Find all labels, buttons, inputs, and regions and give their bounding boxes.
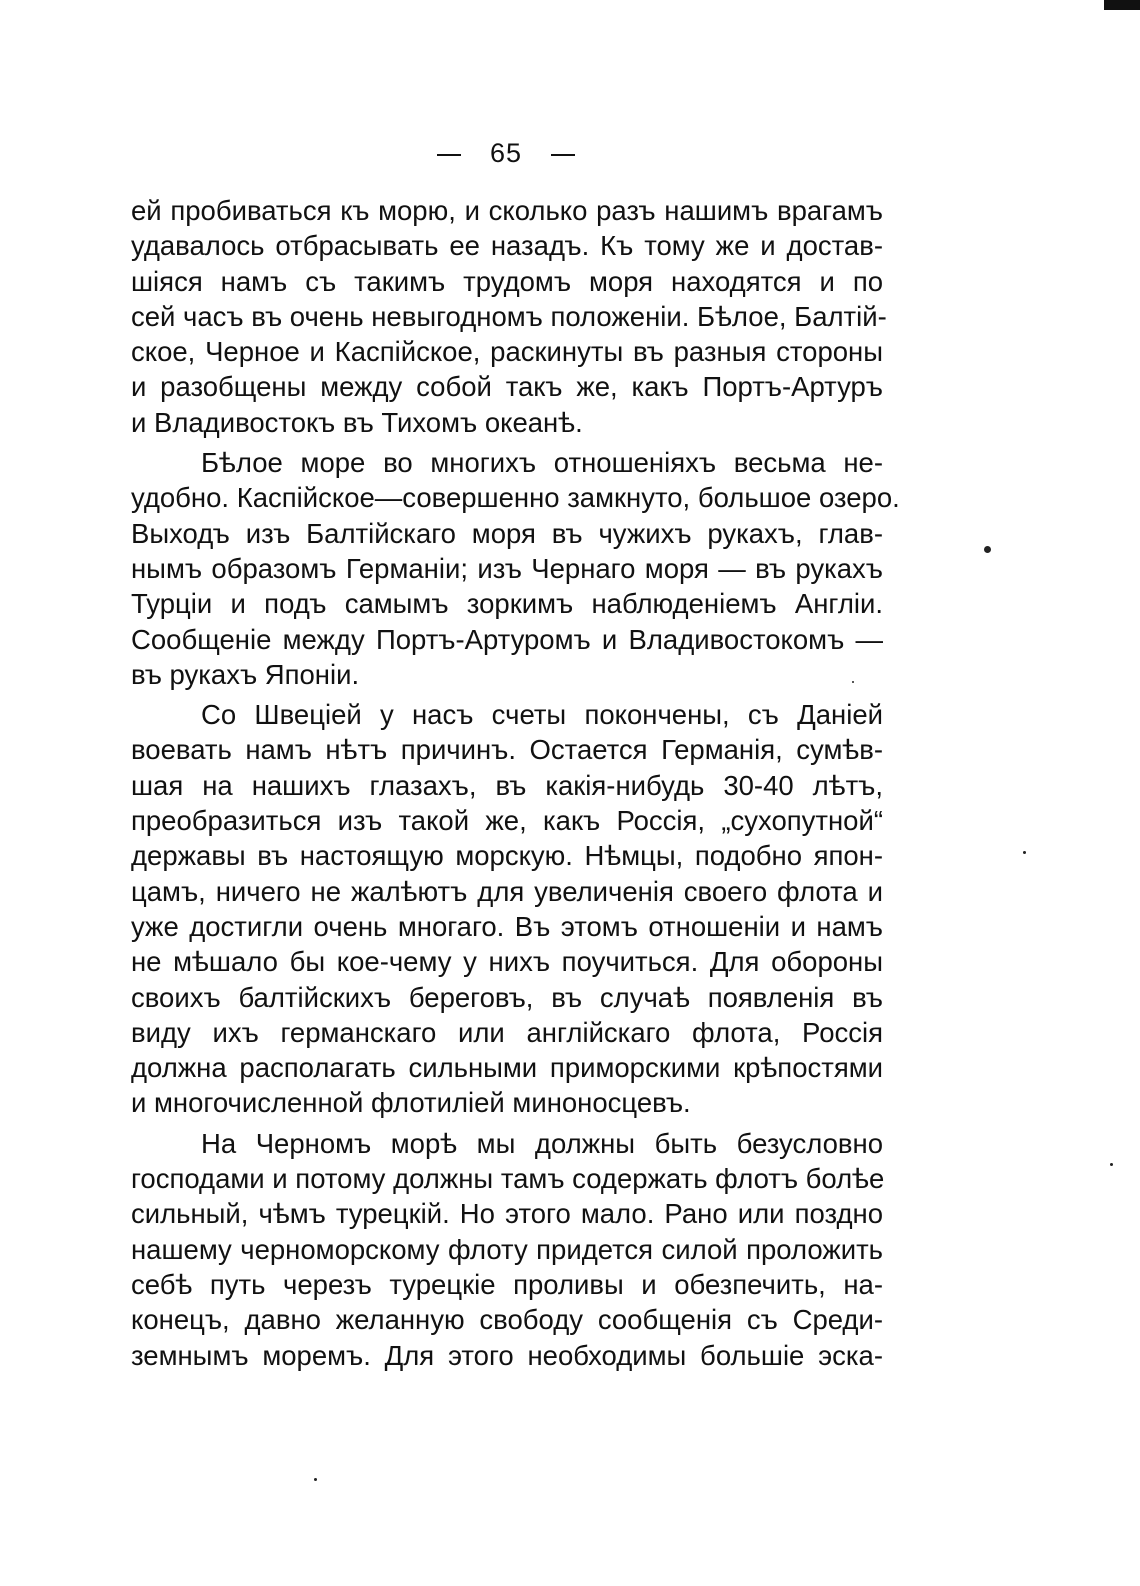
text-line: державы въ настоящую морскую. Нѣмцы, подобно япон- (131, 840, 883, 872)
page-number: 65 (489, 138, 523, 168)
text-line: ей пробиваться къ морю, и сколько разъ нашимъ врагамъ (131, 195, 883, 226)
text-line: На Черномъ морѣ мы должны быть безусловно (201, 1127, 883, 1159)
text-line: и Владивостокъ въ Тихомъ океанѣ. (131, 406, 583, 438)
text-line: удавалось отбрасывать ее назадъ. Къ тому же и достав- (131, 230, 883, 262)
page-header (0, 138, 1012, 169)
text-line: конецъ, давно желанную свободу сообщенія съ Среди- (131, 1304, 883, 1336)
text-line: не мѣшало бы кое-чему у нихъ поучиться. Для обороны (131, 946, 883, 978)
text-line: земнымъ моремъ. Для этого необходимы большіе эска- (131, 1339, 883, 1371)
scan-speck (1110, 1163, 1113, 1166)
header-dash-right (551, 154, 575, 156)
text-line: сильный, чѣмъ турецкій. Но этого мало. Рано или поздно (131, 1198, 883, 1230)
paragraph-1 (131, 193, 887, 440)
text-line: въ рукахъ Японіи. (131, 658, 360, 690)
text-line: Сообщеніе между Портъ-Артуромъ и Владивостокомъ — (131, 623, 883, 655)
paragraph-3 (131, 697, 883, 1121)
paragraph-4 (131, 1126, 883, 1373)
text-line: воевать намъ нѣтъ причинъ. Остается Германія, сумѣв- (131, 734, 883, 766)
text-line: Выходъ изъ Балтійскаго моря въ чужихъ рукахъ, глав- (131, 517, 883, 549)
body-text (131, 193, 900, 1378)
text-line: и многочисленной флотиліей миноносцевъ. (131, 1087, 691, 1119)
scan-speck (852, 681, 854, 683)
text-line: виду ихъ германскаго или англійскаго флота, Россія (131, 1016, 883, 1048)
text-line: Бѣлое море во многихъ отношеніяхъ весьма не- (201, 447, 883, 479)
text-line: шіяся намъ съ такимъ трудомъ моря находятся и по (131, 265, 883, 297)
text-line: цамъ, ничего не жалѣютъ для увеличенія своего флота и (131, 875, 883, 907)
text-line: уже достигли очень многаго. Въ этомъ отношеніи и намъ (131, 910, 883, 942)
text-line: удобно. Каспійское—совершенно замкнуто, большое озеро. (131, 482, 900, 514)
text-line: нашему черноморскому флоту придется силой проложить (131, 1233, 883, 1265)
text-line: преобразиться изъ такой же, какъ Россія, „сухопутной“ (131, 805, 883, 837)
text-line: нымъ образомъ Германіи; изъ Чернаго моря — въ рукахъ (131, 552, 883, 584)
paragraph-2 (131, 445, 900, 692)
scan-corner-mark (1104, 0, 1140, 10)
text-line: господами и потому должны тамъ содержать флотъ болѣе (131, 1163, 885, 1195)
text-line: ское, Черное и Каспійское, раскинуты въ разныя стороны (131, 336, 883, 368)
text-line: Турціи и подъ самымъ зоркимъ наблюденіемъ Англіи. (131, 588, 883, 620)
header-dash-left (437, 154, 461, 156)
text-line: себѣ путь черезъ турецкіе проливы и обезпечить, на- (131, 1268, 883, 1300)
text-line: и разобщены между собой такъ же, какъ Портъ-Артуръ (131, 371, 883, 403)
text-line: своихъ балтійскихъ береговъ, въ случаѣ появленія въ (131, 981, 883, 1013)
text-line: шая на нашихъ глазахъ, въ какія-нибудь 30-40 лѣтъ, (131, 769, 883, 801)
scan-speck (314, 1478, 317, 1481)
text-line: Со Швеціей у насъ счеты покончены, съ Даніей (201, 699, 883, 731)
text-line: сей часъ въ очень невыгодномъ положеніи. Бѣлое, Балтій- (131, 300, 887, 332)
scan-speck (984, 546, 991, 553)
scan-speck (1023, 851, 1026, 854)
text-line: должна располагать сильными приморскими крѣпостями (131, 1052, 883, 1084)
